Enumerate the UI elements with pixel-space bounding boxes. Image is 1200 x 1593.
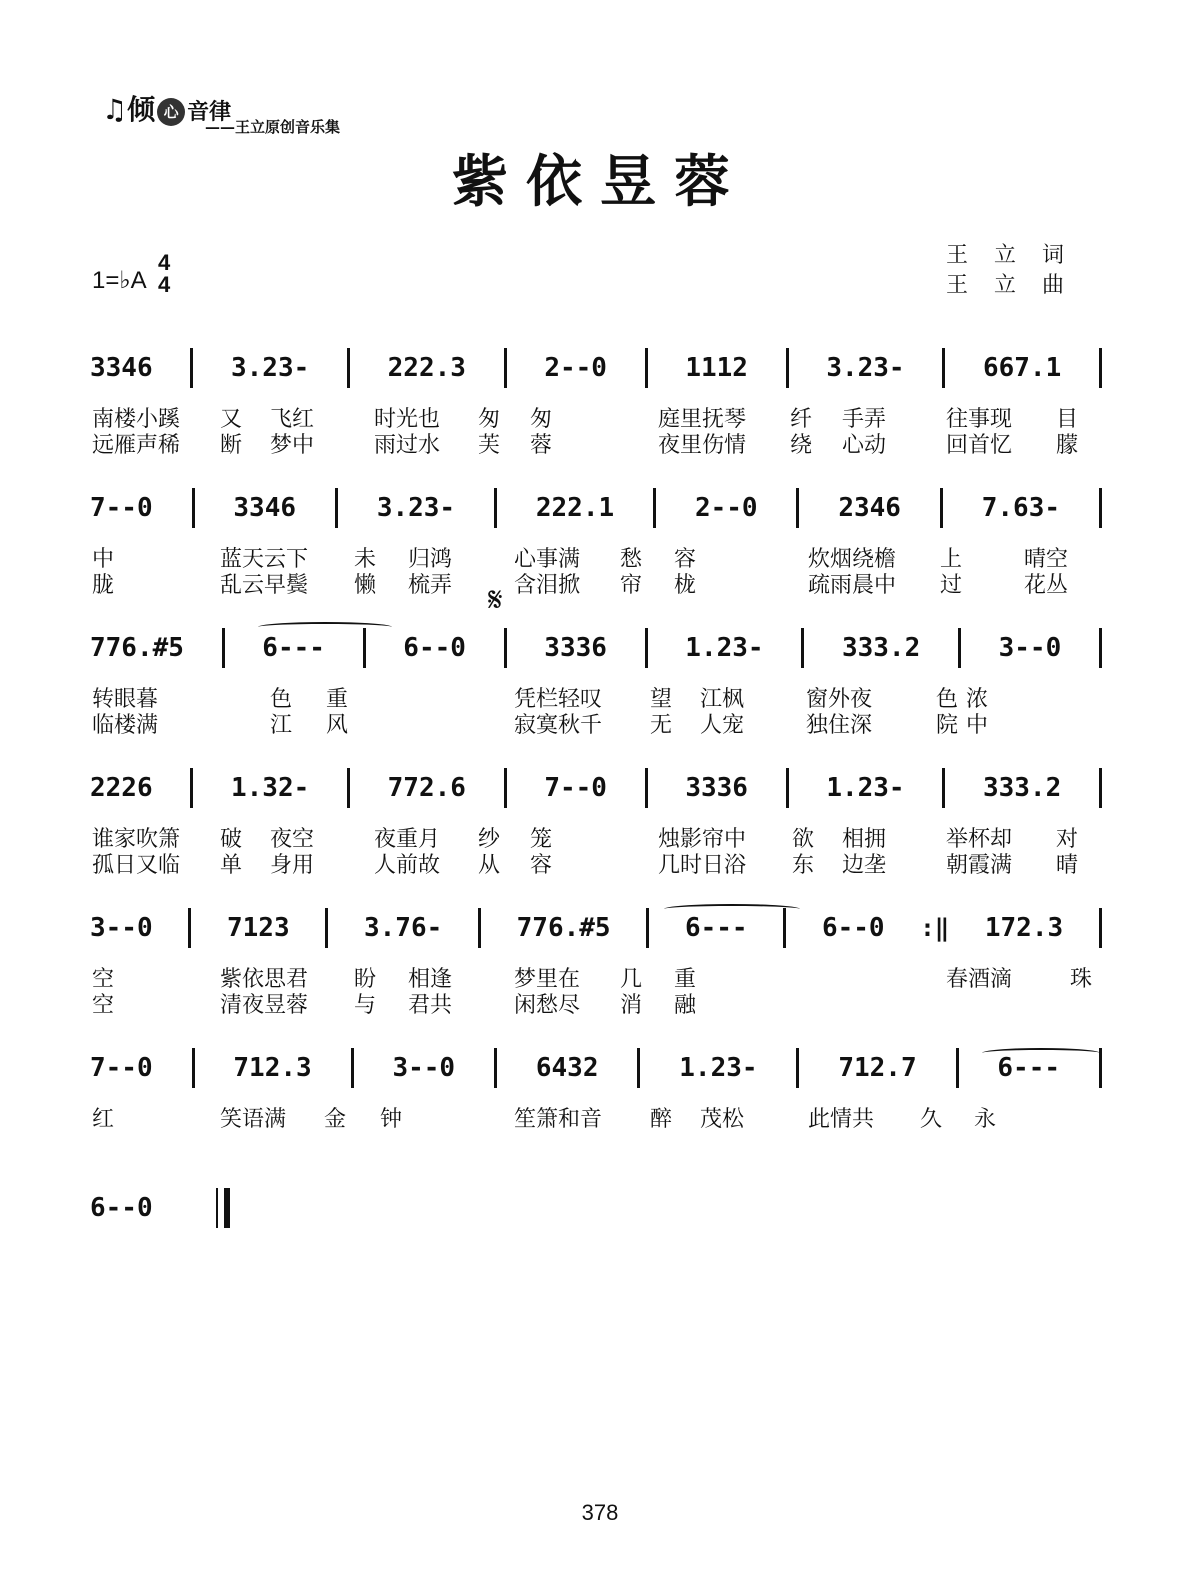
lyric-line-verse-2 bbox=[90, 848, 1102, 878]
lyric-word: 目 bbox=[1056, 407, 1079, 432]
lyric-word: 融 bbox=[674, 993, 697, 1018]
barline bbox=[645, 348, 648, 388]
measure-notes: 7--0 bbox=[90, 493, 153, 523]
lyric-word: 紫依思君 bbox=[220, 967, 309, 992]
lyric-word: 疏雨晨中 bbox=[808, 573, 897, 598]
notation-line bbox=[90, 346, 1102, 390]
measure-notes: 6--- bbox=[262, 633, 325, 663]
composer-credit: 王立曲 bbox=[945, 273, 1090, 298]
lyric-word: 梦里在 bbox=[514, 967, 581, 992]
notation-line bbox=[90, 1186, 230, 1230]
lyric-line-verse-2 bbox=[90, 988, 1102, 1018]
lyric-word: 江枫 bbox=[700, 687, 745, 712]
lyric-word: 笑语满 bbox=[220, 1107, 287, 1132]
lyric-line-verse-2 bbox=[90, 428, 1102, 458]
measure-notes: 222.3 bbox=[387, 353, 466, 383]
lyric-word: 纤 bbox=[790, 407, 813, 432]
measure-notes: 712.7 bbox=[838, 1053, 917, 1083]
measure-notes: 3336 bbox=[685, 773, 748, 803]
lyric-word: 重 bbox=[674, 967, 697, 992]
lyric-word: 心动 bbox=[842, 433, 887, 458]
lyric-word: 孤日又临 bbox=[92, 853, 181, 878]
lyric-word: 懒 bbox=[354, 573, 377, 598]
barline bbox=[363, 628, 366, 668]
lyric-word: 上 bbox=[940, 547, 963, 572]
lyric-word: 纱 bbox=[478, 827, 501, 852]
time-signature-top: 4 bbox=[158, 250, 171, 275]
lyric-word: 夜重月 bbox=[374, 827, 441, 852]
lyric-word: 容 bbox=[674, 547, 697, 572]
lyric-word: 过 bbox=[940, 573, 963, 598]
lyric-word: 春酒滴 bbox=[946, 967, 1013, 992]
barline bbox=[478, 908, 481, 948]
measure-notes: 2--0 bbox=[694, 493, 758, 523]
lyric-word: 临楼满 bbox=[92, 713, 159, 738]
lyric-word: 雨过水 bbox=[374, 433, 441, 458]
lyric-word: 乱云早鬓 bbox=[220, 573, 309, 598]
barline bbox=[786, 348, 789, 388]
lyric-word: 几时日浴 bbox=[658, 853, 747, 878]
barline bbox=[942, 348, 945, 388]
barline bbox=[192, 1048, 195, 1088]
lyric-word: 匆 bbox=[478, 407, 501, 432]
lyric-word: 君共 bbox=[408, 993, 453, 1018]
barline bbox=[1099, 908, 1102, 948]
lyric-word: 浓 bbox=[966, 687, 989, 712]
measure-notes: 3.23- bbox=[826, 353, 905, 383]
measure-notes: 6--0 bbox=[90, 1193, 153, 1223]
barline bbox=[504, 768, 507, 808]
measure-notes: 6--- bbox=[684, 913, 748, 943]
lyric-word: 手弄 bbox=[842, 407, 887, 432]
barline bbox=[504, 348, 507, 388]
lyric-word: 庭里抚琴 bbox=[658, 407, 747, 432]
lyric-word: 梦中 bbox=[270, 433, 315, 458]
barline bbox=[942, 768, 945, 808]
lyric-word: 晴 bbox=[1056, 853, 1079, 878]
lyric-line-verse-1 bbox=[90, 682, 1102, 712]
measure-notes: 1.23- bbox=[679, 1053, 758, 1083]
measure-notes: 2226 bbox=[90, 773, 153, 803]
lyric-word: 几 bbox=[620, 967, 643, 992]
lyric-word: 独住深 bbox=[806, 713, 873, 738]
lyric-word: 色 bbox=[936, 687, 959, 712]
barline bbox=[1099, 628, 1102, 668]
lyric-word: 中 bbox=[966, 713, 989, 738]
lyric-word: 炊烟绕檐 bbox=[808, 547, 897, 572]
time-signature bbox=[158, 252, 170, 296]
lyric-word: 空 bbox=[92, 993, 115, 1018]
lyric-word: 边垄 bbox=[842, 853, 887, 878]
barline bbox=[645, 768, 648, 808]
lyric-word: 茂松 bbox=[700, 1107, 745, 1132]
measure-notes: 3--0 bbox=[392, 1053, 456, 1083]
score-row bbox=[90, 1046, 1102, 1156]
lyric-line-verse-1 bbox=[90, 1102, 1102, 1132]
lyric-word: 花丛 bbox=[1024, 573, 1069, 598]
lyric-line-verse-1 bbox=[90, 542, 1102, 572]
lyric-word: 盼 bbox=[354, 967, 377, 992]
lyric-word: 晴空 bbox=[1024, 547, 1069, 572]
series-subtitle: ——王立原创音乐集 bbox=[205, 118, 341, 136]
segno-icon: 𝄋 bbox=[488, 580, 503, 620]
measure-notes: 3.23- bbox=[231, 353, 310, 383]
lyric-word: 人宠 bbox=[700, 713, 745, 738]
measure-notes: 7123 bbox=[227, 913, 290, 943]
lyric-word: 中 bbox=[92, 547, 115, 572]
song-title: 紫依昱蓉 bbox=[452, 149, 748, 215]
lyric-word: 相逢 bbox=[408, 967, 453, 992]
lyric-word: 匆 bbox=[530, 407, 553, 432]
lyric-word: 从 bbox=[478, 853, 501, 878]
lyric-word: 人前故 bbox=[374, 853, 441, 878]
notation-line bbox=[90, 486, 1102, 530]
measure-notes: 3336 bbox=[544, 633, 607, 663]
lyric-word: 身用 bbox=[270, 853, 315, 878]
lyric-word: 未 bbox=[354, 547, 377, 572]
barline bbox=[494, 1048, 497, 1088]
measure-notes: 776.#5 bbox=[516, 913, 611, 943]
score-row bbox=[90, 486, 1102, 596]
lyric-word: 断 bbox=[220, 433, 243, 458]
tie-mark bbox=[982, 1048, 1100, 1058]
lyric-word: 帘 bbox=[620, 573, 643, 598]
lyric-word: 举杯却 bbox=[946, 827, 1013, 852]
series-logo-circle: 心 bbox=[157, 98, 185, 126]
lyric-line-verse-1 bbox=[90, 402, 1102, 432]
barline bbox=[504, 628, 507, 668]
measure-notes: 6--0 bbox=[821, 913, 885, 943]
lyric-word: 愁 bbox=[620, 547, 643, 572]
lyric-word: 南楼小蹊 bbox=[92, 407, 181, 432]
barline bbox=[645, 628, 648, 668]
lyric-line-verse-1 bbox=[90, 822, 1102, 852]
lyric-word: 夜空 bbox=[270, 827, 315, 852]
lyric-word: 与 bbox=[354, 993, 377, 1018]
measure-notes: 6--- bbox=[997, 1053, 1061, 1083]
measure-notes: 3346 bbox=[90, 353, 153, 383]
measure-notes: 772.6 bbox=[387, 773, 466, 803]
measure-notes: 1.32- bbox=[231, 773, 310, 803]
barline bbox=[783, 908, 786, 948]
lyric-word: 珠 bbox=[1070, 967, 1093, 992]
lyric-word: 单 bbox=[220, 853, 243, 878]
lyric-line-verse-1 bbox=[90, 962, 1102, 992]
lyric-word: 蓝天云下 bbox=[220, 547, 309, 572]
measure-notes: 6432 bbox=[535, 1053, 599, 1083]
barline bbox=[958, 628, 961, 668]
barline bbox=[1099, 768, 1102, 808]
lyric-word: 含泪掀 bbox=[514, 573, 581, 598]
lyric-word: 寂寞秋千 bbox=[514, 713, 603, 738]
measure-notes: 333.2 bbox=[841, 633, 921, 663]
lyric-word: 红 bbox=[92, 1107, 115, 1132]
lyric-word: 清夜昱蓉 bbox=[220, 993, 309, 1018]
barline bbox=[796, 1048, 799, 1088]
lyric-word: 时光也 bbox=[374, 407, 441, 432]
lyric-word: 夜里伤情 bbox=[658, 433, 747, 458]
music-note-icon: ♫ bbox=[102, 93, 128, 126]
barline bbox=[956, 1048, 959, 1088]
score-row bbox=[90, 626, 1102, 736]
notation-line bbox=[90, 626, 1102, 670]
lyric-word: 凭栏轻叹 bbox=[514, 687, 603, 712]
barline bbox=[494, 488, 497, 528]
barline bbox=[940, 488, 943, 528]
lyric-word: 风 bbox=[326, 713, 349, 738]
lyric-word: 转眼暮 bbox=[92, 687, 159, 712]
barline bbox=[325, 908, 328, 948]
lyric-word: 梳弄 bbox=[408, 573, 453, 598]
barline bbox=[347, 768, 350, 808]
measure-notes: 7--0 bbox=[90, 1053, 153, 1083]
score-row bbox=[90, 766, 1102, 876]
lyric-word: 蓉 bbox=[530, 433, 553, 458]
lyric-word: 远雁声稀 bbox=[92, 433, 181, 458]
measure-notes: 1.23- bbox=[826, 773, 905, 803]
lyric-word: 飞红 bbox=[270, 407, 315, 432]
tie-mark bbox=[258, 622, 392, 632]
barline bbox=[653, 488, 656, 528]
lyric-word: 容 bbox=[530, 853, 553, 878]
tie-mark bbox=[664, 904, 800, 914]
score-row bbox=[90, 906, 1102, 1016]
barline bbox=[801, 628, 804, 668]
lyric-line-verse-2 bbox=[90, 708, 1102, 738]
measure-notes: 1112 bbox=[685, 353, 748, 383]
lyric-word: 望 bbox=[650, 687, 673, 712]
lyric-word: 破 bbox=[220, 827, 243, 852]
series-logo-char-b: 音律 bbox=[187, 99, 232, 125]
lyric-word: 久 bbox=[920, 1107, 943, 1132]
measure-notes: 667.1 bbox=[982, 353, 1062, 383]
lyric-word: 回首忆 bbox=[946, 433, 1013, 458]
score-row bbox=[90, 346, 1102, 456]
lyric-word: 对 bbox=[1056, 827, 1079, 852]
lyric-word: 欲 bbox=[792, 827, 815, 852]
repeat-barline: :‖ bbox=[920, 914, 950, 942]
lyric-word: 相拥 bbox=[842, 827, 887, 852]
measure-notes: 172.3 bbox=[984, 913, 1064, 943]
lyric-word: 无 bbox=[650, 713, 673, 738]
lyric-word: 空 bbox=[92, 967, 115, 992]
measure-notes: 1.23- bbox=[685, 633, 764, 663]
lyric-word: 烛影帘中 bbox=[658, 827, 747, 852]
score-row bbox=[90, 1186, 1102, 1296]
lyric-word: 钟 bbox=[380, 1107, 403, 1132]
lyric-word: 东 bbox=[792, 853, 815, 878]
lyric-word: 往事现 bbox=[946, 407, 1013, 432]
barline bbox=[190, 348, 193, 388]
lyric-word: 心事满 bbox=[514, 547, 581, 572]
lyric-word: 窗外夜 bbox=[806, 687, 873, 712]
notation-line bbox=[90, 766, 1102, 810]
notation-line bbox=[90, 906, 1102, 950]
lyric-word: 此情共 bbox=[808, 1107, 875, 1132]
measure-notes: 6--0 bbox=[403, 633, 466, 663]
page-number: 378 bbox=[581, 1500, 619, 1525]
barline bbox=[637, 1048, 640, 1088]
lyric-word: 闲愁尽 bbox=[514, 993, 581, 1018]
measure-notes: 3.23- bbox=[376, 493, 456, 523]
lyric-word: 金 bbox=[324, 1107, 347, 1132]
series-logo-char-a: 倾 bbox=[127, 93, 156, 126]
measure-notes: 7.63- bbox=[981, 493, 1061, 523]
lyric-word: 朝霞满 bbox=[946, 853, 1013, 878]
lyric-word: 色 bbox=[270, 687, 293, 712]
barline bbox=[192, 488, 195, 528]
measure-notes: 3--0 bbox=[90, 913, 153, 943]
lyric-word: 胧 bbox=[92, 573, 115, 598]
barline bbox=[351, 1048, 354, 1088]
lyric-word: 又 bbox=[220, 407, 243, 432]
lyric-word: 院 bbox=[936, 713, 959, 738]
measure-notes: 222.1 bbox=[535, 493, 615, 523]
lyric-word: 芙 bbox=[478, 433, 501, 458]
lyric-word: 栊 bbox=[674, 573, 697, 598]
notation-line bbox=[90, 1046, 1102, 1090]
lyric-word: 醉 bbox=[650, 1107, 673, 1132]
lyric-line-verse-2 bbox=[90, 568, 1102, 598]
barline bbox=[335, 488, 338, 528]
lyric-word: 朦 bbox=[1056, 433, 1079, 458]
lyric-word: 谁家吹箫 bbox=[92, 827, 181, 852]
lyric-word: 永 bbox=[974, 1107, 997, 1132]
barline bbox=[786, 768, 789, 808]
barline bbox=[188, 908, 191, 948]
barline bbox=[190, 768, 193, 808]
barline bbox=[347, 348, 350, 388]
final-barline bbox=[216, 1188, 230, 1228]
lyric-word: 笙箫和音 bbox=[514, 1107, 603, 1132]
lyric-word: 重 bbox=[326, 687, 349, 712]
barline bbox=[222, 628, 225, 668]
lyric-word: 笼 bbox=[530, 827, 553, 852]
measure-notes: 712.3 bbox=[233, 1053, 312, 1083]
time-signature-bottom: 4 bbox=[158, 272, 171, 297]
lyric-word: 消 bbox=[620, 993, 643, 1018]
measure-notes: 776.#5 bbox=[90, 633, 184, 663]
measure-notes: 333.2 bbox=[982, 773, 1062, 803]
measure-notes: 3--0 bbox=[998, 633, 1062, 663]
lyric-word: 归鸿 bbox=[408, 547, 453, 572]
measure-notes: 2346 bbox=[838, 493, 901, 523]
measure-notes: 7--0 bbox=[544, 773, 607, 803]
barline bbox=[796, 488, 799, 528]
barline bbox=[1099, 348, 1102, 388]
barline bbox=[1099, 488, 1102, 528]
measure-notes: 3346 bbox=[233, 493, 297, 523]
lyric-word: 江 bbox=[270, 713, 293, 738]
barline bbox=[646, 908, 649, 948]
lyricist-credit: 王立词 bbox=[945, 243, 1090, 268]
measure-notes: 3.76- bbox=[364, 913, 443, 943]
measure-notes: 2--0 bbox=[544, 353, 607, 383]
key-signature: 1=♭A bbox=[92, 267, 147, 294]
lyric-word: 绕 bbox=[790, 433, 813, 458]
